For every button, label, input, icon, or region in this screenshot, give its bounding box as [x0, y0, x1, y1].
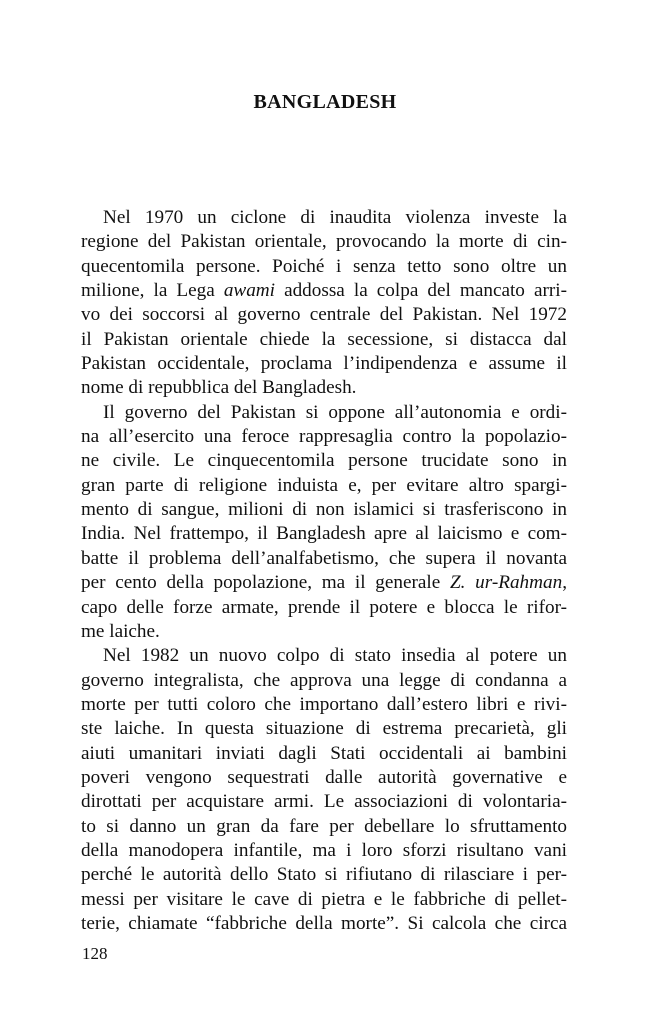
- text-line: [81, 693, 567, 717]
- text-span: Nel 1970 un ciclone di inaudita violenza investe la: [103, 207, 567, 228]
- text-span: dirottati per acquistare armi. Le associazioni di volontaria-: [81, 791, 567, 813]
- text-span: Pakistan occidentale, proclama l’indipendenza e assume il: [81, 353, 567, 375]
- text-line: [81, 571, 567, 595]
- text-span: capo delle forze armate, prende il potere e blocca le rifor-: [81, 596, 567, 618]
- text-line: [81, 279, 567, 303]
- text-line: [81, 498, 567, 522]
- text-line: [81, 303, 567, 327]
- text-span: vo dei soccorsi al governo centrale del Pakistan. Nel 1972: [81, 304, 567, 326]
- text-span: Nel 1982 un nuovo colpo di stato insedia al potere un: [103, 645, 567, 667]
- text-line: [81, 425, 567, 449]
- text-span: per cento della popolazione, ma il generale: [81, 572, 450, 594]
- text-line: [81, 352, 567, 376]
- text-line: [81, 401, 567, 425]
- text-line: [81, 766, 567, 790]
- body-text: [81, 206, 567, 936]
- text-line: [81, 449, 567, 473]
- italic-text: Z. ur-Rahman: [449, 572, 563, 594]
- text-span: messi per visitare le cave di pietra e le fabbriche di pellet-: [81, 888, 567, 910]
- text-line: [81, 669, 567, 693]
- text-line: [81, 522, 567, 546]
- text-span: aiuti umanitari inviati dagli Stati occidentali ai bambini: [81, 742, 567, 764]
- text-line: [81, 328, 567, 352]
- text-line: [81, 815, 567, 839]
- text-line: [81, 255, 567, 279]
- text-line: [81, 596, 567, 620]
- text-line: [81, 863, 567, 887]
- text-span: della manodopera infantile, ma i loro sforzi risultano vani: [81, 839, 567, 861]
- text-line: [81, 717, 567, 741]
- text-span: mento di sangue, milioni di non islamici si trasferiscono in: [81, 499, 567, 521]
- text-line: [81, 620, 567, 644]
- text-span: to si danno un gran da fare per debellare lo sfruttamento: [81, 815, 567, 837]
- text-line: [81, 912, 567, 936]
- text-line: [81, 644, 567, 668]
- text-line: [81, 230, 567, 254]
- page-number: 128: [82, 944, 108, 963]
- text-span: milione, la Lega: [81, 280, 224, 302]
- text-line: [81, 547, 567, 571]
- text-span: me laiche.: [81, 620, 160, 642]
- text-span: India. Nel frattempo, il Bangladesh apre al laicismo e com-: [81, 523, 567, 545]
- text-span: poveri vengono sequestrati dalle autorità governative e: [81, 766, 567, 788]
- text-span: ste laiche. In questa situazione di estrema precarietà, gli: [81, 718, 567, 740]
- text-line: [81, 790, 567, 814]
- text-span: governo integralista, che approva una legge di condanna a: [81, 669, 567, 691]
- text-span: morte per tutti coloro che importano dall’estero libri e rivi-: [81, 693, 567, 715]
- text-span: addossa la colpa del mancato arri-: [275, 280, 567, 302]
- text-span: nome di repubblica del Bangladesh.: [81, 377, 357, 399]
- text-span: terie, chiamate “fabbriche della morte”. Si calcola che circa: [81, 912, 567, 934]
- text-span: na all’esercito una feroce rappresaglia contro la popolazio-: [81, 426, 567, 448]
- text-span: il Pakistan orientale chiede la secessione, si distacca dal: [81, 328, 567, 350]
- text-span: Il governo del Pakistan si oppone all’autonomia e ordi-: [103, 401, 567, 423]
- text-span: ne civile. Le cinquecentomila persone trucidate sono in: [81, 450, 567, 472]
- chapter-title: BANGLADESH: [253, 91, 397, 113]
- italic-text: awami: [223, 280, 275, 302]
- text-line: [81, 376, 567, 400]
- text-line: [81, 888, 567, 912]
- text-span: regione del Pakistan orientale, provocando la morte di cin-: [81, 231, 567, 253]
- text-span: quecentomila persone. Poiché i senza tetto sono oltre un: [81, 255, 567, 277]
- text-line: [81, 742, 567, 766]
- text-span: batte il problema dell’analfabetismo, che supera il novanta: [81, 547, 567, 569]
- text-line: [81, 474, 567, 498]
- text-span: perché le autorità dello Stato si rifiutano di rilasciare i per-: [81, 864, 567, 886]
- text-line: [81, 206, 567, 230]
- text-span: gran parte di religione induista e, per evitare altro spargi-: [81, 474, 567, 496]
- text-span: ,: [562, 572, 567, 594]
- text-line: [81, 839, 567, 863]
